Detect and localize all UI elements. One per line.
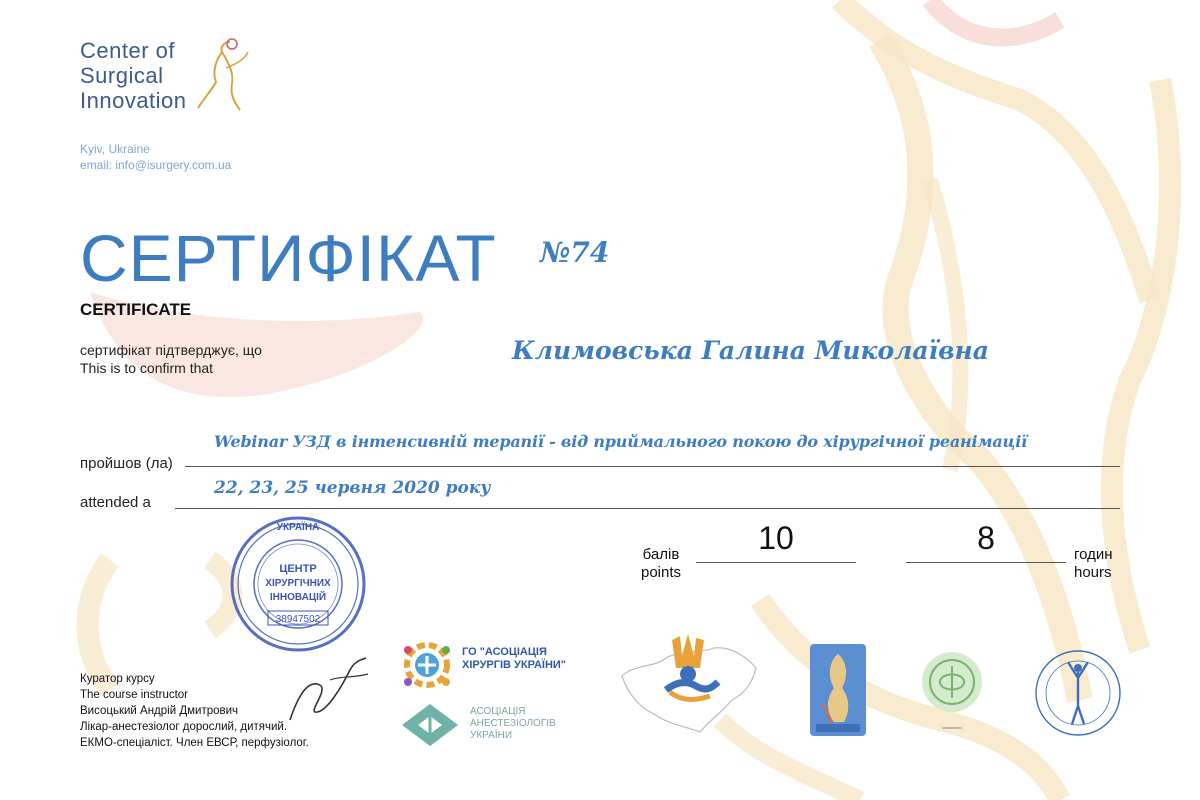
anesthesiologists-association-line-1: АСОЦІАЦІЯ bbox=[470, 706, 526, 717]
points-value: 10 bbox=[758, 520, 794, 556]
surgeons-association-line-1: ГО "АСОЦІАЦІЯ bbox=[462, 646, 547, 658]
attended-label-en: attended a bbox=[80, 494, 151, 511]
stamp-code: 38947502 bbox=[275, 614, 321, 625]
stamp-top-text: УКРАЇНА bbox=[276, 522, 320, 533]
stamp-center-line-2: ХІРУРГІЧНИХ bbox=[265, 578, 331, 589]
surgeons-association-icon bbox=[398, 636, 456, 694]
csi-logo-wordmark bbox=[80, 38, 187, 113]
figure-round-logo-icon bbox=[1030, 648, 1126, 738]
hours-label-en: hours bbox=[1074, 564, 1112, 581]
ukraine-map-logo-icon bbox=[614, 628, 762, 746]
society-shield-logo-icon bbox=[808, 642, 868, 738]
anesthesiologists-association-label bbox=[470, 706, 556, 742]
points-underline bbox=[696, 562, 856, 563]
points-label-en: points bbox=[640, 564, 682, 581]
hours-label-ua: годин bbox=[1074, 546, 1113, 563]
certificate-title: СЕРТИФІКАТ bbox=[80, 221, 497, 295]
instructor-block bbox=[80, 671, 309, 751]
hours-underline bbox=[906, 562, 1066, 563]
surgeons-association-label bbox=[462, 646, 566, 672]
surgeons-association-line-2: ХІРУРГІВ УКРАЇНИ" bbox=[462, 659, 567, 671]
certificate-subtitle: CERTIFICATE bbox=[80, 300, 192, 319]
logo-line-2: Surgical bbox=[80, 63, 164, 88]
points-label bbox=[636, 546, 686, 582]
instructor-line-2: The course instructor bbox=[80, 689, 189, 701]
course-title: Webinar УЗД в інтенсивній терапії - від приймального покою до хірургічної реанімації bbox=[214, 432, 1027, 451]
stamp-center-line-1: ЦЕНТР bbox=[279, 563, 317, 575]
instructor-line-3: Висоцький Андрій Дмитрович bbox=[80, 705, 239, 717]
certificate-number: №74 bbox=[540, 236, 610, 269]
official-seal-icon bbox=[228, 514, 368, 654]
confirm-text-en: This is to confirm that bbox=[80, 360, 214, 376]
recipient-name: Климовська Галина Миколаївна bbox=[512, 336, 989, 365]
stamp-center-line-3: ІННОВАЦІЙ bbox=[269, 592, 327, 603]
hours-value: 8 bbox=[977, 520, 995, 556]
attended-label-ua: пройшов (ла) bbox=[80, 455, 173, 472]
dates-underline bbox=[175, 508, 1120, 509]
logo-line-1: Center of bbox=[80, 38, 175, 63]
course-dates: 22, 23, 25 червня 2020 року bbox=[214, 478, 491, 498]
ocdn-logo-icon bbox=[912, 642, 992, 738]
anesthesiologists-association-line-3: УКРАЇНИ bbox=[470, 730, 513, 741]
instructor-line-4: Лікар-анестезіолог дорослий, дитячий. bbox=[80, 721, 288, 733]
confirm-text-ua: сертифікат підтверджує, що bbox=[80, 342, 262, 358]
email-text: email: info@isurgery.com.ua bbox=[80, 158, 232, 172]
instructor-line-1: Куратор курсу bbox=[80, 673, 155, 685]
anesthesiologists-association-icon bbox=[398, 700, 462, 750]
points-label-ua: балів bbox=[642, 546, 680, 563]
city-text: Kyiv, Ukraine bbox=[80, 142, 150, 156]
course-underline bbox=[185, 466, 1120, 467]
anesthesiologists-association-line-2: АНЕСТЕЗІОЛОГІВ bbox=[470, 718, 556, 729]
hours-label bbox=[1074, 546, 1134, 582]
logo-line-3: Innovation bbox=[80, 88, 187, 113]
csi-logo-figure-icon bbox=[190, 38, 250, 116]
instructor-line-5: ЕКМО-спеціаліст. Член ЕВСР, перфузіолог. bbox=[80, 737, 309, 749]
